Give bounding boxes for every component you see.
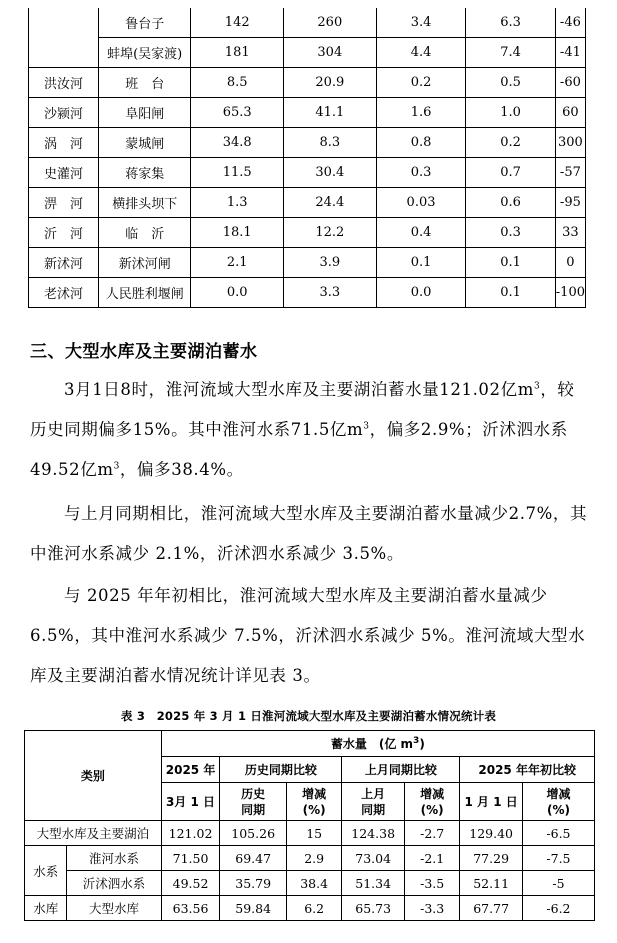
cell: 15 xyxy=(286,821,341,846)
value-cell: -100 xyxy=(555,278,585,308)
group-label: 水库 xyxy=(25,896,67,921)
table-row xyxy=(29,68,586,98)
paragraph-month-comparison: 与上月同期相比，淮河流域大型水库及主要湖泊蓄水量减少2.7%，其中淮河水系减少 2.1%，沂沭泗水系减少 3.5%。 xyxy=(30,504,588,563)
value-cell: 8.5 xyxy=(191,68,284,98)
cell: 63.56 xyxy=(161,896,220,921)
row-label: 淮河水系 xyxy=(67,846,161,871)
cell: 105.26 xyxy=(220,821,287,846)
value-cell: 260 xyxy=(284,8,377,38)
category-header: 类别 xyxy=(25,731,162,821)
cell: 129.40 xyxy=(460,821,523,846)
cell: 38.4 xyxy=(286,871,341,896)
value-cell: 0.2 xyxy=(376,68,466,98)
cell: -5 xyxy=(522,871,594,896)
station-name: 班 台 xyxy=(98,68,190,98)
value-cell: 0.3 xyxy=(376,158,466,188)
station-name: 新沭河闸 xyxy=(98,248,190,278)
col-yearstart-header: 2025 年年初比较 xyxy=(460,757,595,783)
sub-change1-header: 增减 (%) xyxy=(286,783,341,821)
cell: 71.50 xyxy=(161,846,220,871)
table-row xyxy=(29,188,586,218)
value-cell: -60 xyxy=(555,68,585,98)
cell: 6.2 xyxy=(286,896,341,921)
paragraph-storage-summary: 3月1日8时，淮河流域大型水库及主要湖泊蓄水量121.02亿$m^3$，较历史同期偏多15%。其中淮河水系71.5亿$m^3$，偏多2.9%；沂沭泗水系49.52亿$m^3$，偏多38.4%。 xyxy=(30,380,575,479)
value-cell: 1.3 xyxy=(191,188,284,218)
value-cell: 41.1 xyxy=(284,98,377,128)
river-name: 沂 河 xyxy=(29,218,99,248)
cell: 124.38 xyxy=(342,821,405,846)
river-name: 淠 河 xyxy=(29,188,99,218)
river-flow-table xyxy=(28,8,586,308)
value-cell: 7.4 xyxy=(466,38,555,68)
river-name xyxy=(29,8,99,68)
value-cell: 0.0 xyxy=(191,278,284,308)
river-name: 沙颍河 xyxy=(29,98,99,128)
cell: -2.7 xyxy=(404,821,459,846)
station-name: 蒙城闸 xyxy=(98,128,190,158)
col-2025-header: 2025 年 xyxy=(161,757,220,783)
value-cell: 0.03 xyxy=(376,188,466,218)
value-cell: 3.4 xyxy=(376,8,466,38)
value-cell: 12.2 xyxy=(284,218,377,248)
cell: 73.04 xyxy=(342,846,405,871)
value-cell: 0.1 xyxy=(466,278,555,308)
station-name: 阜阳闸 xyxy=(98,98,190,128)
table-caption: 表 3 2025 年 3 月 1 日淮河流域大型水库及主要湖泊蓄水情况统计表 xyxy=(120,709,497,723)
value-cell: 6.3 xyxy=(466,8,555,38)
table-row xyxy=(29,38,586,68)
station-name: 蒋家集 xyxy=(98,158,190,188)
value-cell: 181 xyxy=(191,38,284,68)
cell: 65.73 xyxy=(342,896,405,921)
cell: -3.5 xyxy=(404,871,459,896)
value-cell: 0.4 xyxy=(376,218,466,248)
cell: 77.29 xyxy=(460,846,523,871)
value-cell: -41 xyxy=(555,38,585,68)
river-name: 新沭河 xyxy=(29,248,99,278)
value-cell: 0.0 xyxy=(376,278,466,308)
section-heading: 三、大型水库及主要湖泊蓄水 xyxy=(30,342,258,362)
table-row xyxy=(25,846,595,871)
value-cell: 20.9 xyxy=(284,68,377,98)
value-cell: 30.4 xyxy=(284,158,377,188)
value-cell: 0.7 xyxy=(466,158,555,188)
table-row xyxy=(29,278,586,308)
value-cell: 0.2 xyxy=(466,128,555,158)
col-lastmonth-header: 上月同期比较 xyxy=(342,757,460,783)
table-row xyxy=(25,821,595,846)
sub-change2-header: 增减 (%) xyxy=(404,783,459,821)
value-cell: 0.3 xyxy=(466,218,555,248)
table-row xyxy=(29,248,586,278)
value-cell: 0.8 xyxy=(376,128,466,158)
table-row xyxy=(29,158,586,188)
river-name: 老沭河 xyxy=(29,278,99,308)
cell: 67.77 xyxy=(460,896,523,921)
table-row xyxy=(29,218,586,248)
row-label: 大型水库及主要湖泊 xyxy=(25,821,162,846)
value-cell: -46 xyxy=(555,8,585,38)
cell: 51.34 xyxy=(342,871,405,896)
sub-lastmonth-header: 上月 同期 xyxy=(342,783,405,821)
value-cell: 0.6 xyxy=(466,188,555,218)
table-row xyxy=(29,8,586,38)
table-row xyxy=(25,896,595,921)
river-name: 涡 河 xyxy=(29,128,99,158)
cell: 49.52 xyxy=(161,871,220,896)
cell: -6.2 xyxy=(522,896,594,921)
table-row xyxy=(29,98,586,128)
station-name: 人民胜利堰闸 xyxy=(98,278,190,308)
station-name: 蚌埠(吴家渡) xyxy=(98,38,190,68)
cell: 2.9 xyxy=(286,846,341,871)
paragraph-year-comparison: 与 2025 年年初相比，淮河流域大型水库及主要湖泊蓄水量减少6.5%，其中淮河水系减少 7.5%，沂沭泗水系减少 5%。淮河流域大型水库及主要湖泊蓄水情况统计详见表 3。 xyxy=(30,586,586,685)
storage-table xyxy=(24,730,595,921)
col-history-header: 历史同期比较 xyxy=(220,757,342,783)
value-cell: 1.0 xyxy=(466,98,555,128)
cell: -7.5 xyxy=(522,846,594,871)
value-cell: 33 xyxy=(555,218,585,248)
value-cell: 3.9 xyxy=(284,248,377,278)
value-cell: 142 xyxy=(191,8,284,38)
cell: 52.11 xyxy=(460,871,523,896)
cell: 121.02 xyxy=(161,821,220,846)
value-cell: 11.5 xyxy=(191,158,284,188)
value-cell: 4.4 xyxy=(376,38,466,68)
cell: -6.5 xyxy=(522,821,594,846)
value-cell: 2.1 xyxy=(191,248,284,278)
table-row xyxy=(29,128,586,158)
value-cell: 304 xyxy=(284,38,377,68)
value-cell: 0.1 xyxy=(376,248,466,278)
sub-jan1-header: 1 月 1 日 xyxy=(460,783,523,821)
value-cell: -57 xyxy=(555,158,585,188)
station-name: 鲁台子 xyxy=(98,8,190,38)
value-cell: 18.1 xyxy=(191,218,284,248)
sub-history-header: 历史 同期 xyxy=(220,783,287,821)
value-cell: 1.6 xyxy=(376,98,466,128)
station-name: 横排头坝下 xyxy=(98,188,190,218)
value-cell: 24.4 xyxy=(284,188,377,218)
value-cell: 34.8 xyxy=(191,128,284,158)
value-cell: 0.5 xyxy=(466,68,555,98)
sub-change3-header: 增减 (%) xyxy=(522,783,594,821)
cell: 59.84 xyxy=(220,896,287,921)
cell: 35.79 xyxy=(220,871,287,896)
cell: -2.1 xyxy=(404,846,459,871)
row-label: 沂沭泗水系 xyxy=(67,871,161,896)
value-cell: -95 xyxy=(555,188,585,218)
storage-header: 蓄水量 (亿 $m^3$) xyxy=(161,731,594,757)
value-cell: 0.1 xyxy=(466,248,555,278)
sub-mar1-header: 3月 1 日 xyxy=(161,783,220,821)
value-cell: 300 xyxy=(555,128,585,158)
value-cell: 65.3 xyxy=(191,98,284,128)
table-row xyxy=(25,871,595,896)
river-name: 洪汝河 xyxy=(29,68,99,98)
cell: -3.3 xyxy=(404,896,459,921)
river-name: 史灌河 xyxy=(29,158,99,188)
value-cell: 60 xyxy=(555,98,585,128)
value-cell: 8.3 xyxy=(284,128,377,158)
value-cell: 0 xyxy=(555,248,585,278)
cell: 69.47 xyxy=(220,846,287,871)
group-label: 水系 xyxy=(25,846,67,896)
row-label: 大型水库 xyxy=(67,896,161,921)
station-name: 临 沂 xyxy=(98,218,190,248)
value-cell: 3.3 xyxy=(284,278,377,308)
